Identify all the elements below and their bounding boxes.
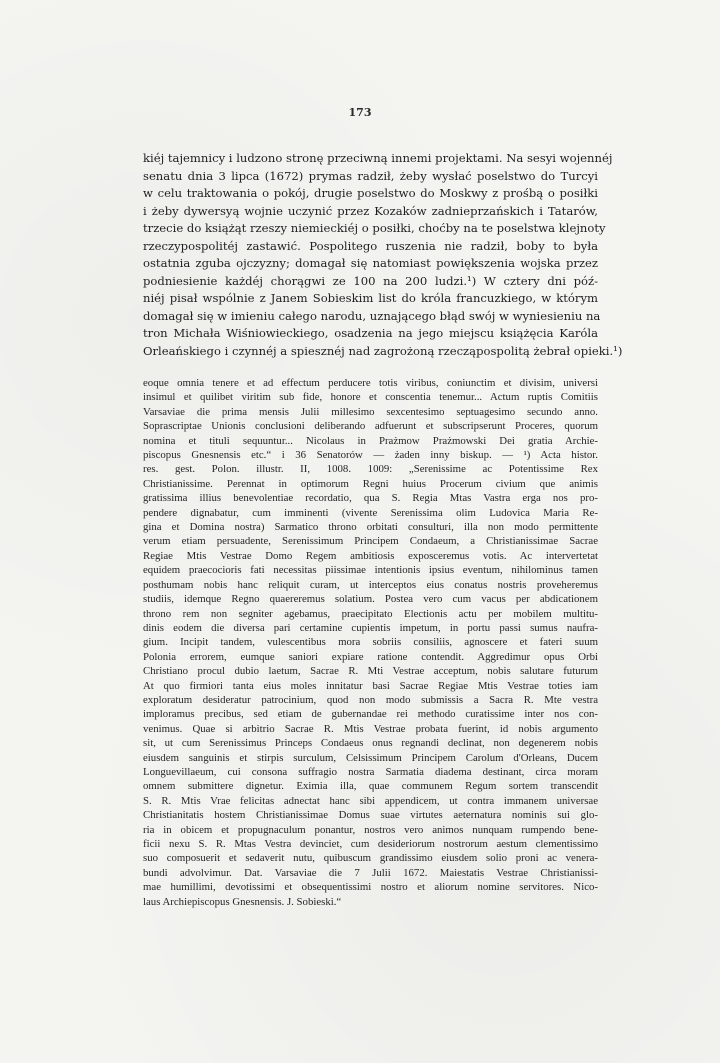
footnote-line: Regiae Mtis Vestrae Domo Regem ambitiosis exposceremus votis. Ac intervertetat — [143, 549, 598, 562]
footnote-line: insimul et quilibet viritim sub fide, honore et conscentia tenemur... Actum ruptis Comitiis — [143, 391, 598, 404]
main-text-line: niéj pisał wspólnie z Janem Sobieskim list do króla francuzkiego, w którym — [143, 291, 598, 305]
footnote-line: Polonia errorem, eumque saniori expiare ratione contendit. Aggredimur opus Orbi — [143, 650, 598, 663]
main-text-line: Orleańskiego i czynnéj a spiesznéj nad zagrożoną rzecząpospolitą żebrał opieki.¹) — [143, 343, 623, 358]
footnote-line: eiusdem sanguinis et stirpis surculum, Celsissimum Principem Carolum d'Orleans, Ducem — [143, 751, 598, 764]
footnote-line: exploratum desideratur patrocinium, quod non modo submissis a Sacra R. Mte vestra — [143, 693, 598, 706]
footnote-line: suo composuerit et sedaverit nutu, quibuscum grandissimo eiusdem solio proni ac venera- — [143, 852, 598, 865]
footnote-line: bundi advolvimur. Dat. Varsaviae die 7 Julii 1672. Maiestatis Vestrae Christianissi- — [143, 866, 598, 879]
main-text-line: rzeczypospolitéj zastawić. Pospolitego ruszenia nie radził, boby to była — [143, 238, 598, 253]
footnote-line: posthumam nobis hanc reliquit curam, ut interceptos eius conatus nostris proveheremus — [143, 578, 598, 591]
main-text-line: w celu traktowania o pokój, drugie poselstwo do Moskwy z prośbą o posiłki — [143, 186, 598, 200]
footnote-line: throno rem non segniter agebamus, praecipitato Electionis actu per mobilem multitu- — [143, 607, 598, 620]
footnote-line: Varsaviae die prima mensis Julii millesimo sexcentesimo septuagesimo secundo anno. — [143, 405, 598, 418]
footnote-line: gratissima illius benevolentiae recordatio, qua S. Regia Mtas Vastra erga nos pro- — [143, 492, 598, 505]
footnote-line: piscopus Gnesnensis etc.“ i 36 Senatorów — żaden inny biskup. — ¹) Acta histor. — [143, 449, 598, 462]
footnote-line: gium. Incipit tandem, vulescentibus mora sobriis consiliis, agnoscere et fateri suum — [143, 636, 598, 649]
footnote-line: venimus. Quae si arbitrio Sacrae R. Mtis Vestrae probata fuerint, id nobis argumento — [143, 722, 598, 735]
main-text-line: senatu dnia 3 lipca (1672) prymas radził, żeby wysłać poselstwo do Turcyi — [143, 168, 598, 183]
footnote-line: At quo firmiori tanta eius moles innitatur basi Sacrae Regiae Mtis Vestrae toties iam — [143, 679, 598, 692]
footnote-line: sit, ut cum Serenissimus Princeps Condaeus onus regnandi declinat, non degenerem nobis — [143, 737, 598, 750]
main-text-line: trzecie do książąt rzeszy niemieckiéj o posiłki, choćby na te poselstwa klejnoty — [143, 221, 606, 235]
footnote-line: Christiano procul dubio laetum, Sacrae R. Mti Vestrae acceptum, nobis salutare futurum — [143, 665, 598, 678]
footnote-line: S. R. Mtis Vrae felicitas adnectat hanc sibi appendicem, ut contra immanem universae — [143, 794, 598, 807]
main-text-line: podniesienie każdéj chorągwi ze 100 na 200 ludzi.¹) W cztery dni póź- — [143, 273, 598, 288]
main-text-line: i żeby dywersyą wojnie uczynić przez Kozaków zadnieprzańskich i Tatarów, — [143, 203, 598, 218]
footnote-line: gina et Domina nostra) Sarmatico throno orbitati consulturi, illa non modo permittente — [143, 521, 598, 534]
footnote-line: laus Archiepiscopus Gnesnensis. J. Sobieski.“ — [143, 895, 342, 908]
footnote-line: nomina et tituli sequuntur... Nicolaus in Prażmow Prażmowski Dei gratia Archie- — [143, 434, 598, 447]
footnote-line: mae humillimi, devotissimi et obsequentissimi nostro et aliorum nomine servitores. Nico- — [143, 881, 598, 894]
footnote-line: omnem submittere dignetur. Eximia illa, quae communem Regum sortem transcendit — [143, 780, 598, 793]
main-text-line: domagał się w imieniu całego narodu, uznającego błąd swój w wyniesieniu na — [143, 308, 601, 323]
footnote-line: pendere dignabatur, cum imminenti (vivente Serenissima olim Ludovica Maria Re- — [143, 506, 598, 519]
main-text-line: kiéj tajemnicy i ludzono stronę przeciwną innemi projektami. Na sesyi wojennéj — [143, 151, 613, 165]
footnote-line: studiis, idemque Regno quaereremus solatium. Postea vero cum vacus per abdicationem — [143, 593, 598, 606]
footnote-line: ria in obicem et propugnaculum ponantur, nostros vero animos nunquam rumpendo bene- — [143, 823, 598, 836]
main-text-line: ostatnia zguba ojczyzny; domagał się natomiast powiększenia wojska przez — [143, 256, 598, 270]
footnote-line: dinis eodem die diversa pari certamine cupientis impetum, in portu passi sumus naufra- — [143, 621, 598, 634]
footnote-line: Christianissime. Perennat in optimorum Regni huius Procerum civium que animis — [143, 477, 598, 490]
footnote-line: Soprascriptae Unionis conclusioni deliberando adfuerunt et subscripserunt Proceres, quorum — [143, 420, 598, 433]
footnote-line: eoque omnia tenere et ad effectum perducere totis viribus, coniunctim et divisim, universi — [143, 377, 598, 389]
main-text — [143, 150, 623, 360]
footnote-line: imploramus precibus, sed etiam de gubernandae rei methodo curatissime inter nos con- — [143, 708, 598, 721]
main-text-line: tron Michała Wiśniowieckiego, osadzenia na jego miejscu książęcia Karóla — [143, 326, 598, 340]
footnote-line: ficii nexu S. R. Mtas Vestra devinciet, cum desideriorum nostrorum aestum clementissimo — [143, 838, 598, 850]
footnote-line: equidem praecocioris fati necessitas piissimae intentionis ipsius eventum, nihilominus tamen — [143, 564, 598, 577]
footnote-line: res. gest. Polon. illustr. II, 1008. 1009: „Serenissime ac Potentissime Rex — [143, 463, 598, 476]
page-number: 173 — [348, 106, 372, 119]
footnote-line: verum etiam persuadente, Serenissimum Principem Condaeum, a Christianissimae Sacrae — [143, 535, 598, 548]
footnote-text — [143, 376, 598, 909]
footnote-line: Longuevillaeum, cui consona suffragio nostra Sarmatia diadema destinant, circa moram — [143, 765, 598, 778]
footnote-line: Christianitatis hostem Christianissimae Domus suae virtutes aeternatura nominis sui glo- — [143, 809, 598, 822]
